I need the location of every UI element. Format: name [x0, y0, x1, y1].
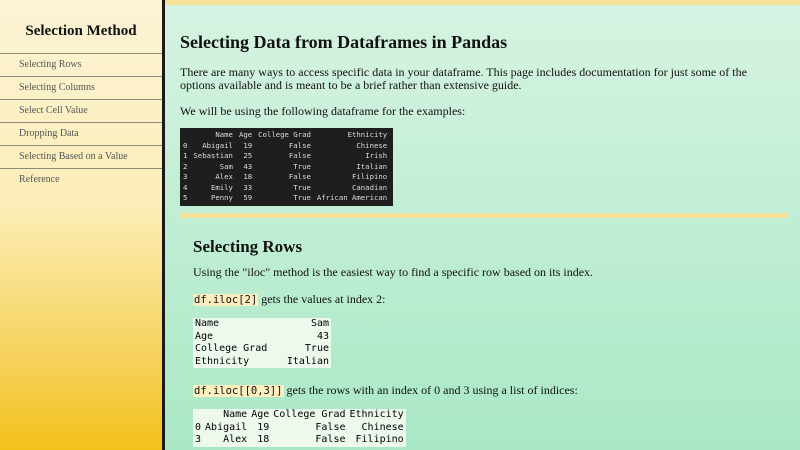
sidebar-item-dropping-data[interactable]: Dropping Data: [0, 123, 162, 146]
table-cell: Sam: [219, 161, 233, 171]
column-header: Name: [215, 130, 233, 139]
table-cell: Canadian: [352, 182, 388, 192]
table-cell: 18: [257, 434, 270, 445]
inline-code: df.iloc[[0,3]]: [194, 385, 283, 397]
table-cell: 25: [243, 151, 253, 160]
table-cell: 19: [243, 140, 253, 150]
table-cell: 43: [316, 330, 329, 342]
table-cell: Alex: [215, 172, 233, 181]
sidebar-item-select-cell-value[interactable]: Select Cell Value: [0, 100, 162, 123]
sidebar: [0, 0, 165, 450]
table-row: [183, 151, 390, 162]
table-cell: Name: [195, 318, 220, 329]
main-content: [165, 0, 800, 450]
column-header: Ethnicity: [347, 130, 388, 139]
inline-code: df.iloc[2]: [194, 294, 258, 306]
table-cell: College Grad: [195, 343, 268, 354]
sidebar-item-reference[interactable]: Reference: [19, 174, 60, 185]
table-cell: Alex: [223, 434, 248, 445]
table-cell: True: [293, 182, 311, 192]
example-2-text: [193, 384, 578, 398]
table-cell: 43: [243, 161, 253, 171]
table-row: [183, 162, 390, 173]
table-cell: 33: [243, 182, 253, 192]
table-row: [193, 343, 331, 356]
table-cell: Irish: [365, 151, 388, 160]
table-row: [183, 172, 390, 183]
table-cell: False: [315, 421, 346, 433]
table-cell: Abigail: [202, 140, 233, 150]
table-cell: 19: [257, 421, 270, 433]
table-cell: Chinese: [356, 140, 388, 150]
table-cell: Chinese: [361, 421, 404, 433]
column-header: Name: [223, 409, 248, 420]
column-header: Age: [238, 130, 253, 139]
table-cell: True: [304, 343, 329, 354]
section-divider: [180, 213, 787, 218]
table-cell: 4: [183, 182, 188, 192]
table-cell: False: [288, 140, 311, 150]
page-title: Selecting Data from Dataframes in Pandas: [180, 32, 508, 52]
table-cell: False: [288, 172, 311, 181]
table-cell: Age: [195, 330, 214, 342]
table-cell: 3: [195, 434, 202, 445]
table-cell: Sam: [310, 318, 329, 329]
sidebar-item-selecting-based-on-a-value[interactable]: Selecting Based on a Value: [0, 146, 162, 169]
table-cell: Italian: [286, 355, 329, 367]
table-cell: 2: [183, 161, 188, 171]
sidebar-item-selecting-rows[interactable]: Selecting Rows: [0, 54, 162, 77]
table-cell: African American: [316, 193, 388, 202]
table-header: [183, 130, 390, 141]
table-cell: False: [315, 434, 346, 445]
table-row: [183, 183, 390, 194]
using-text: We will be using the following dataframe for the examples:: [180, 104, 466, 118]
column-header: [183, 130, 190, 141]
table-cell: True: [293, 161, 311, 171]
example-1-output: [193, 318, 331, 368]
example-1-text: [193, 293, 386, 307]
example-2-output: [193, 409, 406, 447]
table-header: [193, 409, 406, 422]
table-row: [193, 318, 331, 331]
sidebar-item-selecting-columns[interactable]: Selecting Columns: [0, 77, 162, 100]
table-row: [193, 356, 331, 369]
table-cell: False: [288, 151, 311, 160]
table-cell: 1: [183, 151, 188, 160]
column-header: Age: [251, 409, 270, 420]
table-cell: True: [293, 193, 311, 202]
table-row: [193, 331, 331, 344]
table-row: [183, 193, 390, 204]
table-cell: Abigail: [205, 421, 248, 433]
section-text: Using the "iloc" method is the easiest way to find a specific row based on its index.: [193, 265, 594, 279]
table-cell: 5: [183, 193, 188, 202]
table-row: [183, 141, 390, 152]
section-title: Selecting Rows: [193, 237, 303, 256]
table-row: [193, 434, 406, 447]
sidebar-title: Selection Method: [0, 0, 162, 54]
dataframe-image: [180, 128, 393, 206]
table-cell: Ethnicity: [195, 355, 250, 367]
table-cell: Filipino: [355, 434, 404, 445]
column-header: Ethnicity: [349, 409, 404, 420]
table-cell: 59: [243, 193, 253, 202]
table-cell: Emily: [210, 182, 233, 192]
column-header: College Grad: [273, 409, 346, 420]
table-cell: Italian: [356, 161, 388, 171]
table-cell: 0: [195, 421, 202, 433]
example-text: gets the rows with an index of 0 and 3 using a list of indices:: [283, 383, 578, 397]
table-cell: 18: [243, 172, 253, 181]
table-cell: 0: [183, 140, 188, 150]
table-cell: Filipino: [352, 172, 388, 181]
table-cell: Penny: [210, 193, 233, 202]
intro-text: There are many ways to access specific data in your dataframe. This page includes documentation for just some of the options available and is meant to be a brief rather than extensive guide.: [180, 65, 747, 92]
table-cell: Sebastian: [193, 151, 233, 160]
table-row: [193, 422, 406, 435]
column-header: [193, 409, 203, 422]
table-cell: 3: [183, 172, 188, 181]
example-text: gets the values at index 2:: [258, 292, 386, 306]
column-header: College Grad: [258, 130, 311, 139]
